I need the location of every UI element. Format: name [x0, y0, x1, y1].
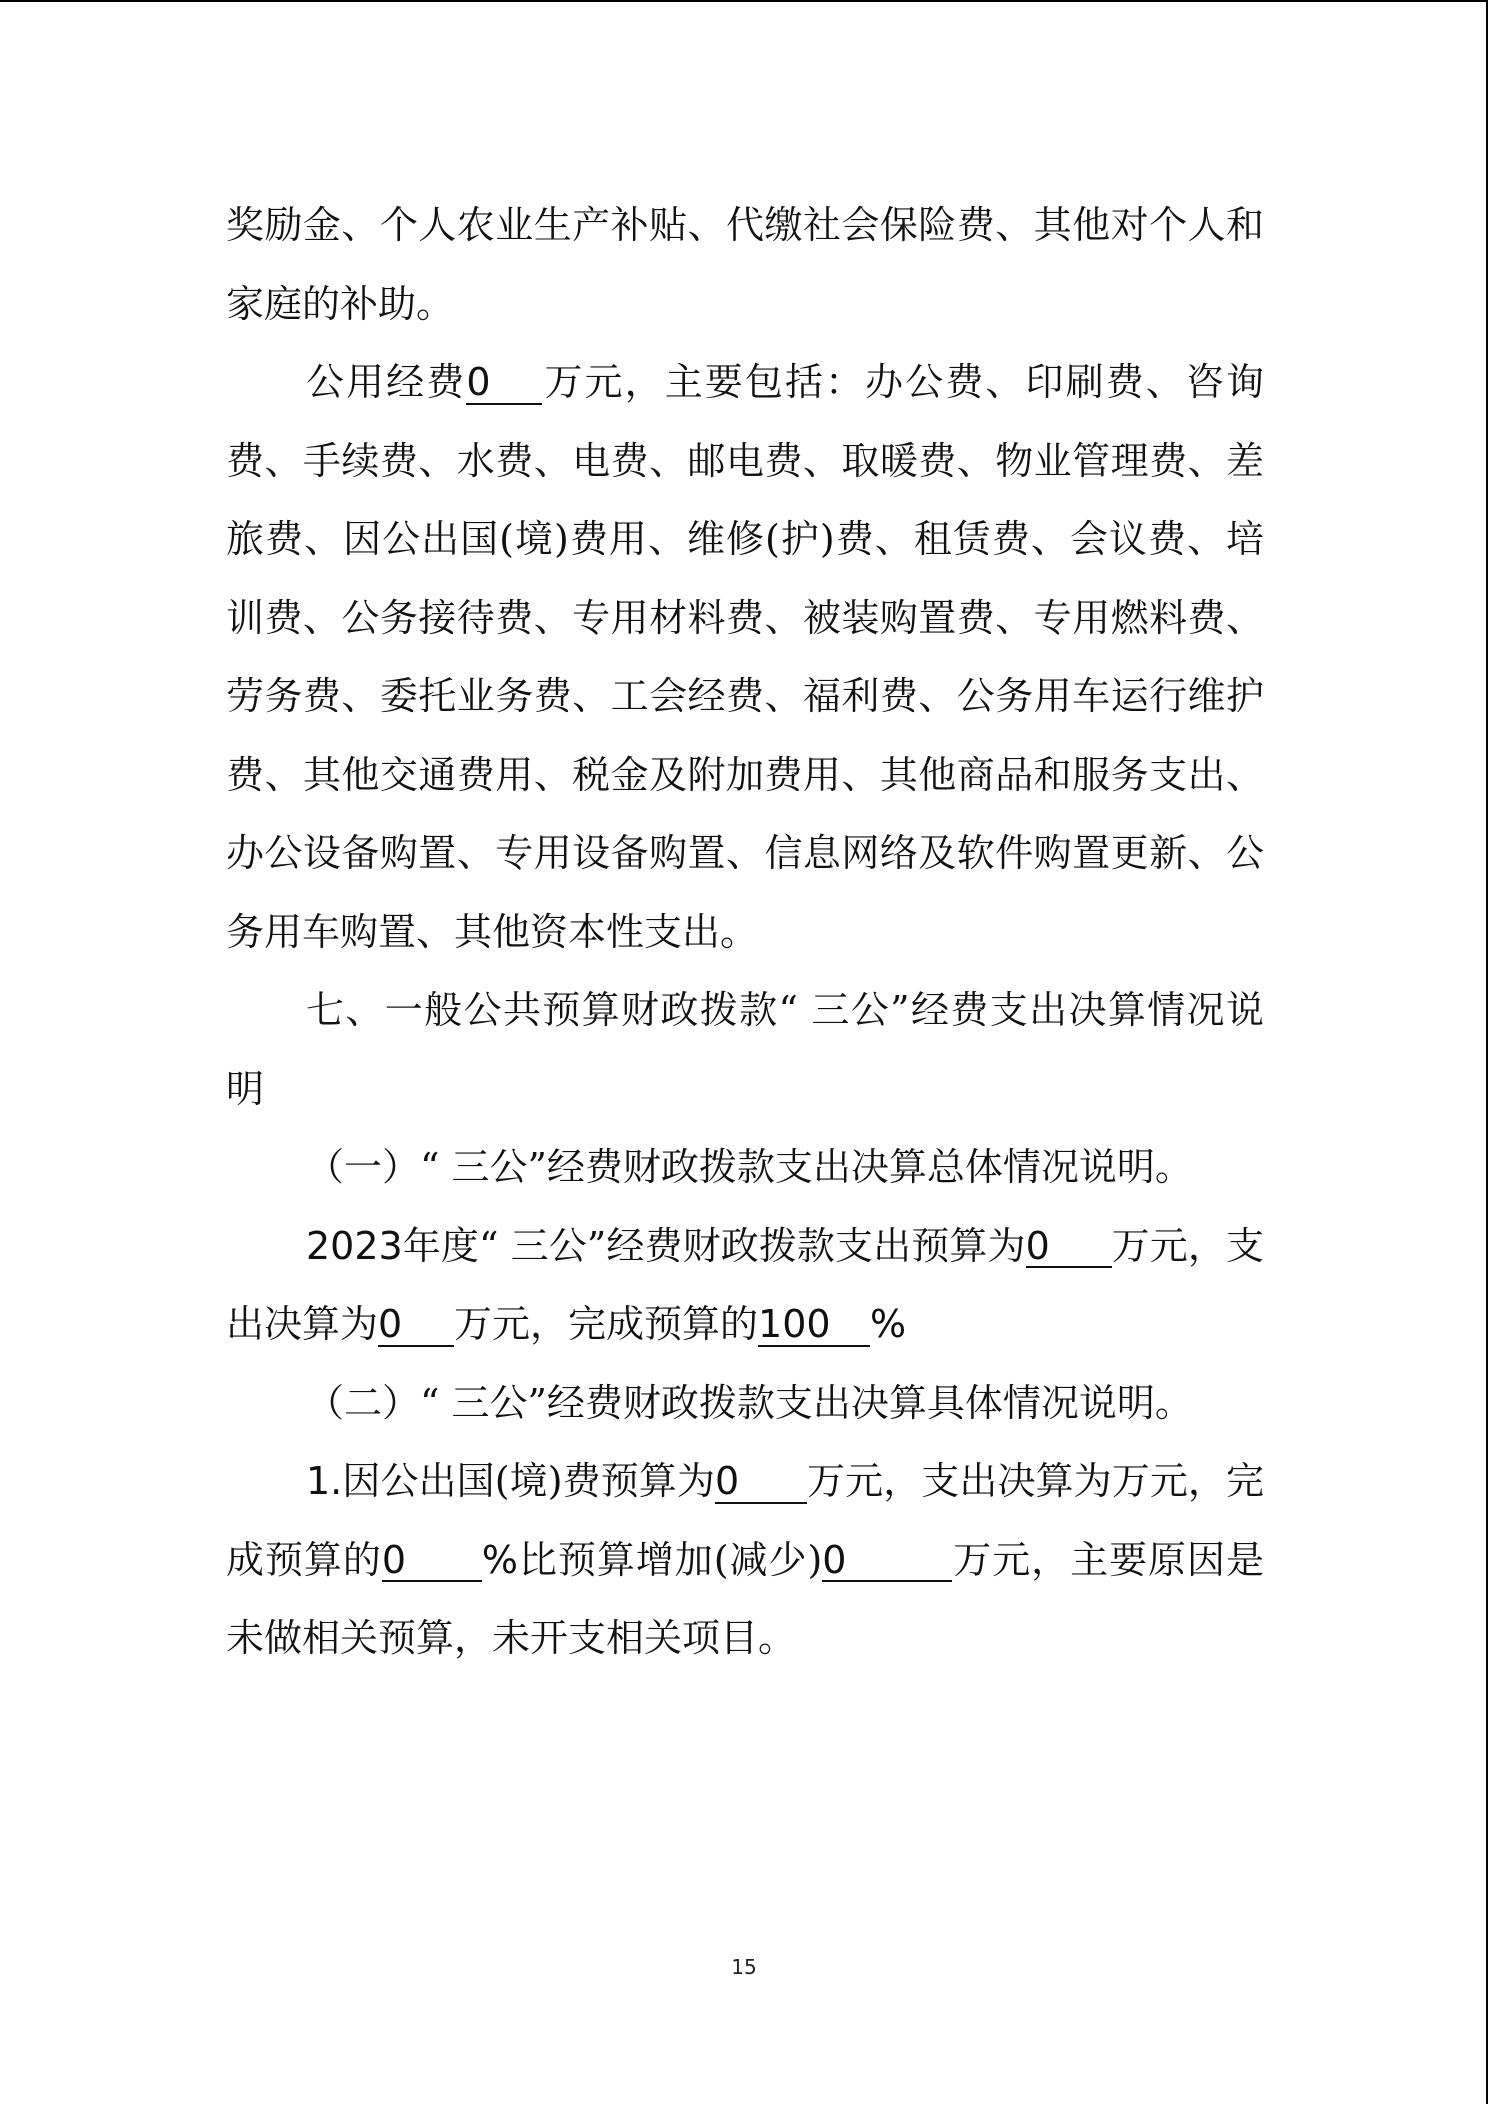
overseas-completion-percentage: 0	[382, 1541, 482, 1583]
overseas-budget-amount: 0	[715, 1462, 807, 1504]
three-public-budget-amount: 0	[1026, 1227, 1112, 1269]
paragraph-subsidies-tail: 奖励金、个人农业生产补贴、代缴社会保险费、其他对个人和家庭的补助。	[226, 203, 1264, 326]
subheading-overall: （一）“ 三公”经费财政拨款支出决算总体情况说明。	[306, 1145, 1193, 1189]
completion-percentage: 100	[758, 1305, 870, 1347]
page-body	[226, 186, 1264, 1678]
three-public-final-amount: 0	[378, 1305, 454, 1347]
subheading-details: （二）“ 三公”经费财政拨款支出决算具体情况说明。	[306, 1380, 1193, 1425]
paragraph-overseas-travel: 1.因公出国(境)费预算为0 万元，支出决算为万元，完成预算的0 %比预算增加(减少)0 万元，主要原因是未做相关预算，未开支相关项目。	[226, 1459, 1264, 1660]
paragraph-overall-budget: 2023年度“ 三公”经费财政拨款支出预算为0 万元，支出决算为0 万元，完成预算的100 %	[226, 1223, 1264, 1346]
section-heading-three-public-expenses: 七、一般公共预算财政拨款“ 三公”经费支出决算情况说明	[226, 988, 1264, 1111]
public-expense-amount: 0	[466, 363, 542, 405]
paragraph-public-expenses: 公用经费0 万元，主要包括：办公费、印刷费、咨询费、手续费、水费、电费、邮电费、取暖费、物业管理费、差旅费、因公出国(境)费用、维修(护)费、租赁费、会议费、培训费、公务接待费、专用材料费、被装购置费、专用燃料费、劳务费、委托业务费、工会经费、福利费、公务用车运行维护费、其他交通费用、税金及附加费用、其他商品和服务支出、办公设备购置、专用设备购置、信息网络及软件购置更新、公务用车购置、其他资本性支出。	[226, 360, 1264, 954]
page-number: 15	[731, 1955, 757, 1979]
overseas-difference-amount: 0	[822, 1541, 952, 1583]
